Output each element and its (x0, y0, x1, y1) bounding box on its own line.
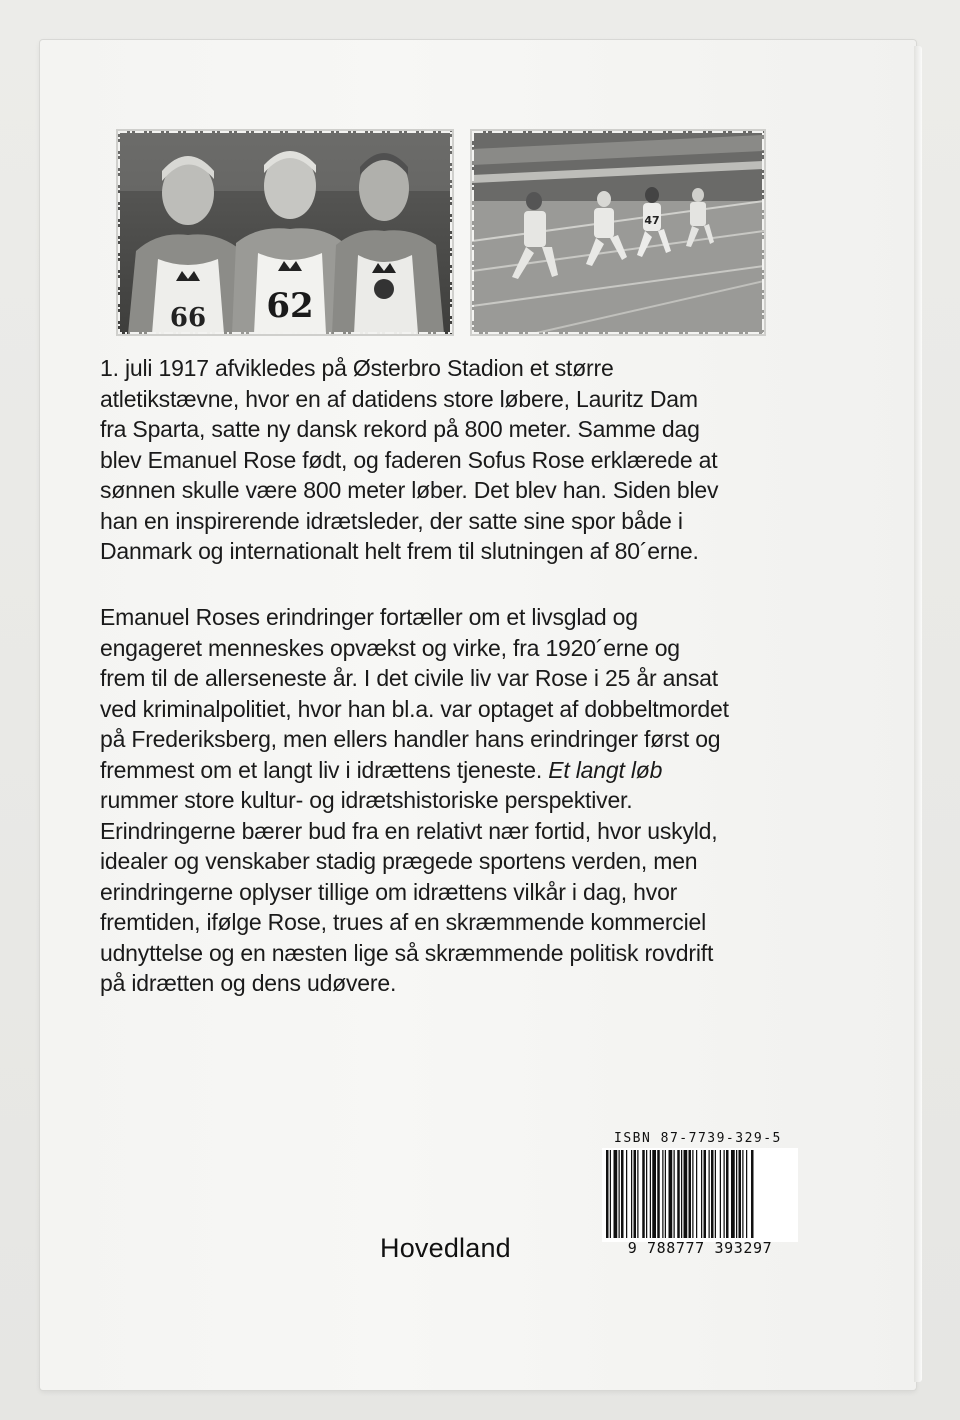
text-line: ved kriminalpolitiet, hvor han bl.a. var optaget af dobbeltmordet (100, 695, 729, 722)
page-edge (914, 46, 922, 1382)
barcode-bar (606, 1150, 609, 1238)
barcode-bar (731, 1150, 735, 1238)
text-line: fra Sparta, satte ny dansk rekord på 800 meter. Samme dag (100, 416, 700, 442)
barcode-bar (657, 1150, 660, 1238)
text-line: han en inspirerende idrætsleder, der satte sine spor både i (100, 507, 683, 534)
text-line: blev Emanuel Rose født, og faderen Sofus Rose erklærede at (100, 446, 718, 473)
text-line: 1. juli 1917 afvikledes på Østerbro Stadion et større (100, 355, 614, 381)
barcode-bar (684, 1150, 688, 1238)
text-line: Erindringerne bærer bud fra en relativt nær fortid, hvor uskyld, (100, 817, 718, 844)
text-line: Danmark og internationalt helt frem til slutningen af 80´erne. (100, 538, 699, 564)
barcode-bar (619, 1150, 620, 1238)
barcode-bar (739, 1150, 742, 1238)
text-line: idealer og venskaber stadig prægede sportens verden, men (100, 848, 698, 874)
barcode-bar (704, 1150, 707, 1238)
barcode-bar (674, 1150, 675, 1238)
barcode (602, 1148, 798, 1242)
photo-three-athletes (118, 131, 452, 334)
text-line: fremtiden, ifølge Rose, trues af en skræmmende kommerciel (100, 909, 706, 935)
barcode-bar (665, 1150, 666, 1238)
publisher-name: Hovedland (380, 1233, 511, 1263)
barcode-bar (621, 1150, 624, 1238)
text-line: Emanuel Roses erindringer fortæller om et livsglad og (100, 604, 638, 630)
barcode-bar (726, 1150, 729, 1238)
book-title-italic: Et langt løb (548, 756, 663, 783)
barcode-bar (669, 1150, 673, 1238)
text-line: på Frederiksberg, men ellers handler hans erindringer først og (100, 726, 721, 752)
barcode-bar (711, 1150, 714, 1238)
text-line (100, 755, 830, 786)
barcode-bar (742, 1150, 743, 1238)
photo-race-track (472, 131, 764, 334)
barcode-bar (610, 1150, 611, 1238)
barcode-bar (751, 1150, 754, 1238)
text-line: frem til de allerseneste år. I det civile liv var Rose i 25 år ansat (100, 665, 718, 691)
text-line: engageret menneskes opvækst og virke, fra 1920´erne og (100, 634, 680, 661)
text-line: udnyttelse og en næsten lige så skræmmende politisk rovdrift (100, 939, 714, 966)
text-line: atletikstævne, hvor en af datidens store løbere, Lauritz Dam (100, 385, 698, 412)
barcode-bar (692, 1150, 693, 1238)
barcode-bar (724, 1150, 725, 1238)
barcode-bar (634, 1150, 637, 1238)
barcode-bar (637, 1150, 638, 1238)
barcode-bar (709, 1150, 710, 1238)
barcode-bar (642, 1150, 645, 1238)
bib-number-runner: 47 (644, 214, 660, 227)
text-line: rummer store kultur- og idrætshistoriske perspektiver. (100, 787, 633, 813)
barcode-bar (681, 1150, 682, 1238)
text-line: på idrætten og dens udøvere. (100, 970, 397, 996)
text-line: sønnen skulle være 800 meter løber. Det blev han. Siden blev (100, 477, 719, 503)
barcode-bar (677, 1150, 680, 1238)
barcode-bar (646, 1150, 647, 1238)
barcode-bar (650, 1150, 651, 1238)
barcode-bar (662, 1150, 663, 1238)
blurb-paragraph-1 (100, 353, 830, 567)
barcode-bar (652, 1150, 656, 1238)
text-line-start: fremmest om et langt liv i idrættens tjeneste. (100, 756, 549, 783)
bib-number-left: 66 (169, 303, 207, 333)
isbn-label: ISBN 87-7739-329-5 (614, 1131, 782, 1146)
barcode-bar (614, 1150, 618, 1238)
barcode-bar (720, 1150, 721, 1238)
barcode-bar (696, 1150, 697, 1238)
blurb-paragraph-2 (100, 602, 830, 999)
barcode-bar (746, 1150, 747, 1238)
ean-digits: 9 788777 393297 (627, 1239, 773, 1257)
barcode-bar (736, 1150, 737, 1238)
barcode-bar (689, 1150, 692, 1238)
text-line: erindringerne oplyser tillige om idrættens vilkår i dag, hvor (100, 878, 678, 905)
barcode-bar (715, 1150, 716, 1238)
barcode-bar (626, 1150, 627, 1238)
barcode-bar (631, 1150, 632, 1238)
bib-number-middle: 62 (266, 286, 314, 326)
barcode-bar (701, 1150, 702, 1238)
